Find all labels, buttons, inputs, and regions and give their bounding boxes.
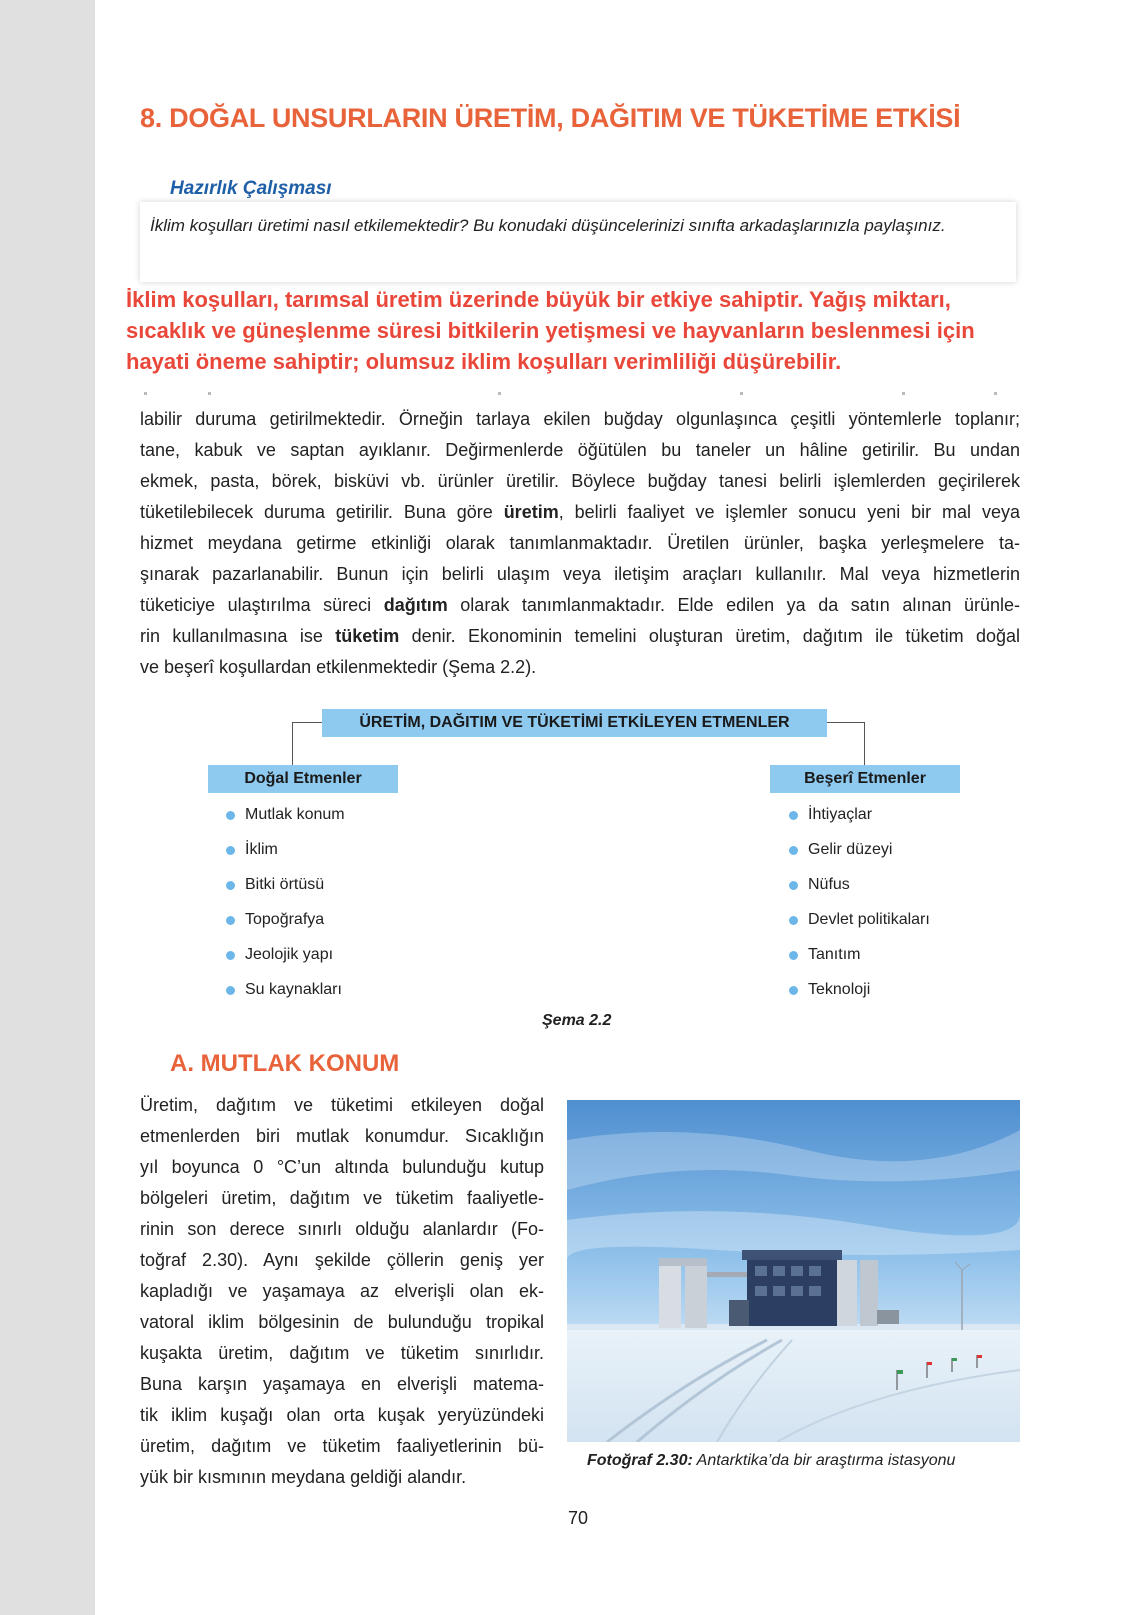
- human-factors-list: [789, 805, 930, 1015]
- section-line: üretim, dağıtım ve tüketim faaliyetlerinin bü-: [140, 1436, 544, 1456]
- list-item: Su kaynakları: [226, 980, 345, 1015]
- schema-connector: [292, 722, 322, 723]
- photo-caption: [587, 1452, 955, 1470]
- chapter-title: 8. DOĞAL UNSURLARIN ÜRETİM, DAĞITIM VE TÜKETİME ETKİSİ: [140, 103, 961, 133]
- list-item: Teknoloji: [789, 980, 930, 1015]
- list-item: İklim: [226, 840, 345, 875]
- list-item: Devlet politikaları: [789, 910, 930, 945]
- section-line: kuşakta üretim, dağıtım ve tüketim sınırlıdır.: [140, 1343, 544, 1363]
- list-item: Mutlak konum: [226, 805, 345, 840]
- list-item: Jeolojik yapı: [226, 945, 345, 980]
- antarctica-station-photo: [567, 1100, 1020, 1442]
- schema-caption: Şema 2.2: [542, 1012, 612, 1029]
- section-line: Buna karşın yaşamaya en elverişli matema-: [140, 1374, 544, 1394]
- section-line: yıl boyunca 0 °C’un altında bulunduğu kutup: [140, 1157, 544, 1177]
- paragraph-line: tane, kabuk ve saptan ayıklanır. Değirmenlerde öğütülen bu taneler un hâline getirilir. Bu undan: [140, 440, 1020, 460]
- body-paragraph: [140, 404, 1020, 683]
- answer-line: hayati öneme sahiptir; olumsuz iklim koşulları verimliliği düşürebilir.: [126, 349, 842, 374]
- list-item: Nüfus: [789, 875, 930, 910]
- preparation-question: İklim koşulları üretimi nasıl etkilemektedir? Bu konudaki düşüncelerinizi sınıfta arkadaşlarınızla paylaşınız.: [150, 216, 946, 235]
- section-line: etmenlerden biri mutlak konumdur. Sıcaklığın: [140, 1126, 544, 1146]
- paragraph-line: ve beşerî koşullardan etkilenmektedir (Şema 2.2).: [140, 657, 537, 677]
- paragraph-line: labilir duruma getirilmektedir. Örneğin tarlaya ekilen buğday olgunlaşınca çeşitli yöntemlerle toplanır;: [140, 409, 1020, 429]
- paragraph-line: tüketilebilecek duruma getirilir. Buna göre üretim, belirli faaliyet ve işlemler sonucu yeni bir mal veya: [140, 502, 1020, 522]
- preparation-box: [140, 202, 1016, 282]
- paragraph-line: şınarak pazarlanabilir. Bunun için belirli ulaşım veya iletişim araçları kullanılır. Mal veya hizmetlerin: [140, 564, 1020, 584]
- section-line: tik iklim kuşağı olan orta kuşak yeryüzündeki: [140, 1405, 544, 1425]
- paragraph-line: rin kullanılmasına ise tüketim denir. Ekonominin temelini oluşturan üretim, dağıtım ile tüketim doğal: [140, 626, 1020, 646]
- section-line: kapladığı ve yaşamaya az elverişli olan ek-: [140, 1281, 544, 1301]
- photo-caption-text: Antarktika’da bir araştırma istasyonu: [692, 1452, 956, 1469]
- list-item: İhtiyaçlar: [789, 805, 930, 840]
- term-dagitim: dağıtım: [383, 595, 448, 615]
- list-item: Gelir düzeyi: [789, 840, 930, 875]
- section-heading: A. MUTLAK KONUM: [170, 1050, 400, 1077]
- preparation-heading: Hazırlık Çalışması: [170, 178, 332, 199]
- antarctica-photo-illustration: [567, 1100, 1020, 1442]
- schema-connector: [827, 722, 865, 723]
- term-tuketim: tüketim: [335, 626, 400, 646]
- section-line: vatoral iklim bölgesinin de bulunduğu tropikal: [140, 1312, 544, 1332]
- covered-text-remnant: [140, 392, 1020, 398]
- photo-caption-label: Fotoğraf 2.30:: [587, 1452, 693, 1469]
- paragraph-line: ekmek, pasta, börek, bisküvi vb. ürünler üretilir. Böylece buğday tanesi belirli işlemlerden geçirilerek: [140, 471, 1020, 491]
- answer-line: sıcaklık ve güneşlenme süresi bitkilerin yetişmesi ve hayvanların beslenmesi için: [126, 318, 975, 343]
- section-line: Üretim, dağıtım ve tüketimi etkileyen doğal: [140, 1095, 544, 1115]
- schema-connector: [864, 722, 865, 765]
- human-factors-label: Beşerî Etmenler: [770, 765, 960, 793]
- natural-factors-list: [226, 805, 345, 1015]
- schema-connector: [292, 722, 293, 765]
- section-paragraph: [140, 1090, 544, 1493]
- list-item: Tanıtım: [789, 945, 930, 980]
- section-line: toğraf 2.30). Aynı şekilde çöllerin geniş yer: [140, 1250, 544, 1270]
- section-line: yük bir kısmının meydana geldiği alandır.: [140, 1467, 467, 1487]
- section-line: rinin son derece sınırlı olduğu alanlardır (Fo-: [140, 1219, 544, 1239]
- list-item: Topoğrafya: [226, 910, 345, 945]
- term-uretim: üretim: [503, 502, 559, 522]
- paragraph-line: tüketiciye ulaştırılma süreci dağıtım olarak tanımlanmaktadır. Elde edilen ya da satın alınan ürünle-: [140, 595, 1020, 615]
- section-line: bölgeleri üretim, dağıtım ve tüketim faaliyetle-: [140, 1188, 544, 1208]
- page-margin-strip: [0, 0, 95, 1615]
- schema-title: ÜRETİM, DAĞITIM VE TÜKETİMİ ETKİLEYEN ETMENLER: [322, 709, 827, 737]
- answer-line: İklim koşulları, tarımsal üretim üzerinde büyük bir etkiye sahiptir. Yağış miktarı,: [126, 287, 951, 312]
- list-item: Bitki örtüsü: [226, 875, 345, 910]
- natural-factors-label: Doğal Etmenler: [208, 765, 398, 793]
- paragraph-line: hizmet meydana getirme etkinliği olarak tanımlanmaktadır. Üretilen ürünler, başka yerleşmelere ta-: [140, 533, 1020, 553]
- handwritten-answer: [126, 284, 1056, 377]
- page-number: 70: [568, 1508, 589, 1528]
